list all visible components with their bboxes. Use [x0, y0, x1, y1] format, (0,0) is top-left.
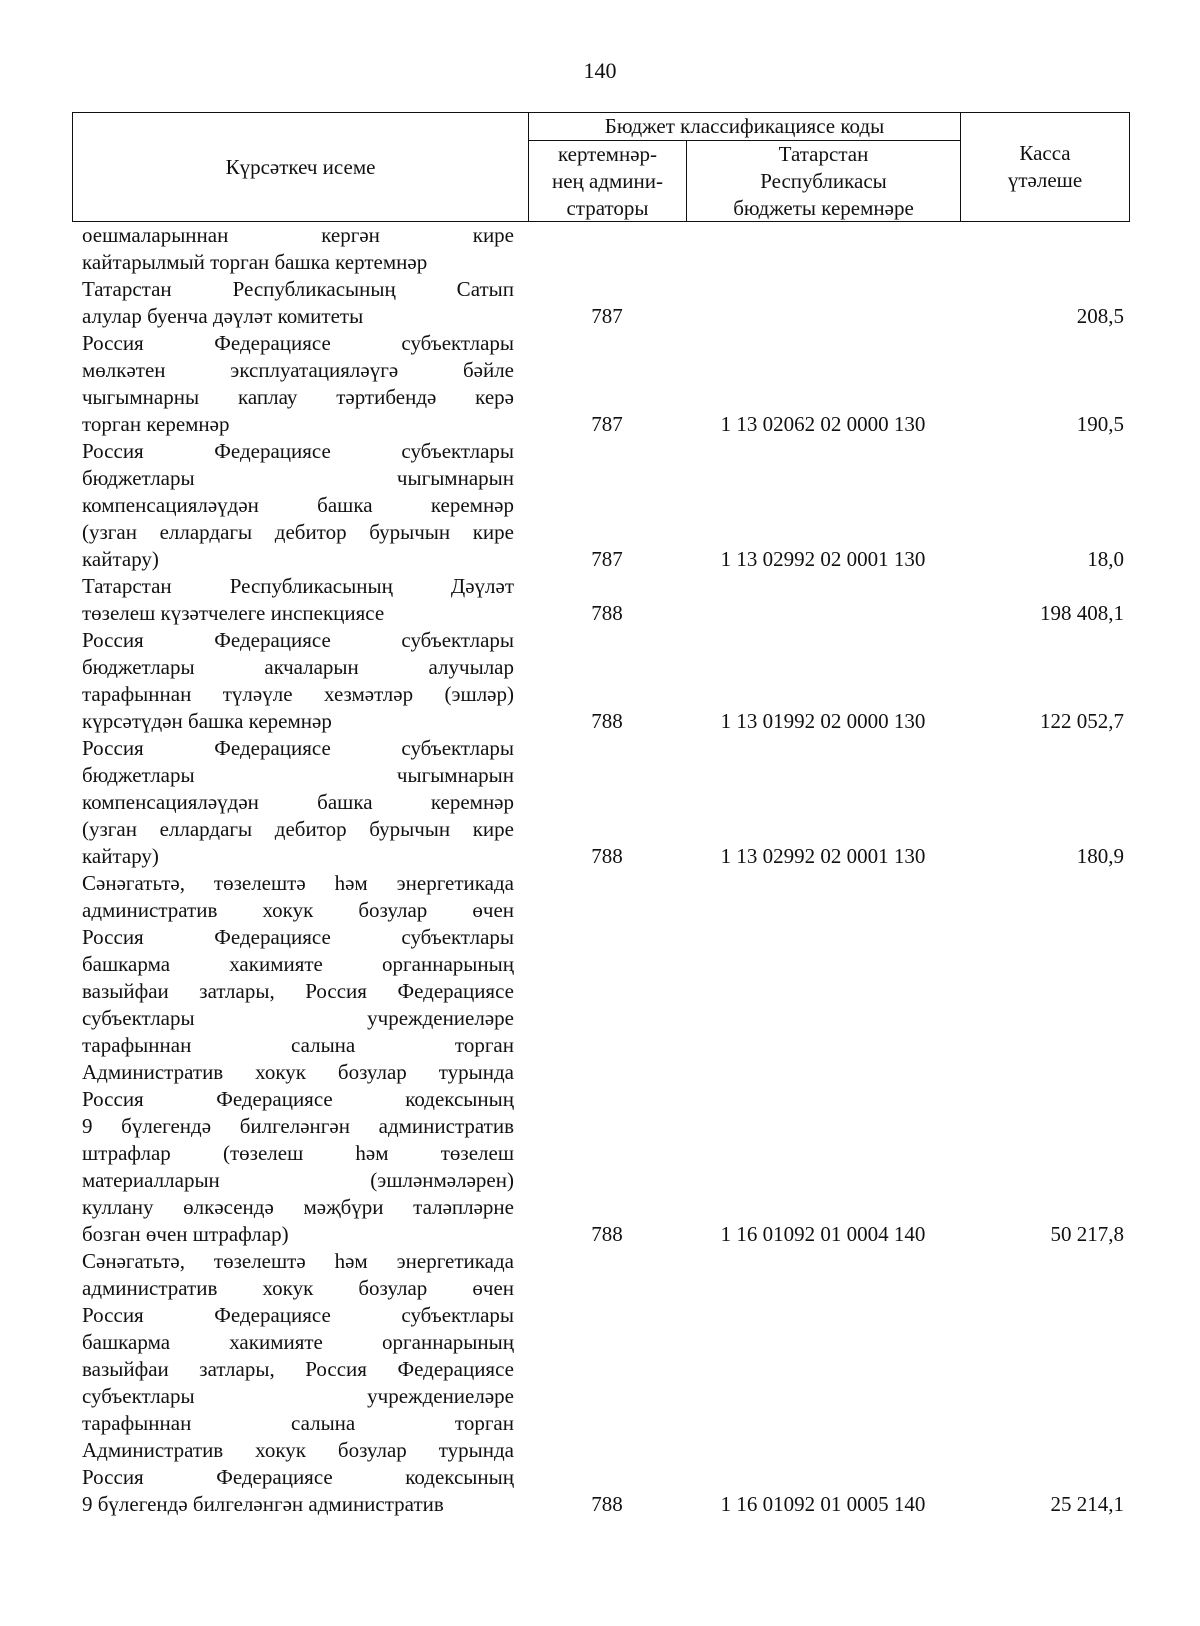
row-name-line: тарафыннан салына торган [82, 1033, 514, 1057]
row-name-line: мөлкәтен эксплуатацияләүгә бәйле [82, 358, 514, 382]
row-cash-execution: 50 217,8 [1050, 1222, 1124, 1246]
row-budget-code: 1 16 01092 01 0005 140 [720, 1492, 926, 1516]
row-admin-code: 788 [591, 1222, 623, 1246]
row-name-line: Татарстан Республикасының Дәүләт [82, 574, 514, 598]
row-name-line: чыгымнарны каплау тәртибендә керә [82, 385, 514, 409]
table-row [0, 735, 1200, 870]
row-name-line: төзелеш күзәтчелеге инспекциясе [82, 601, 385, 625]
row-cash-execution: 180,9 [1076, 844, 1124, 868]
row-name-line: оешмаларыннан кергән кире [82, 223, 514, 247]
row-budget-code: 1 13 02992 02 0001 130 [720, 547, 926, 571]
row-name-line: Россия Федерациясе кодексының [82, 1087, 514, 1111]
row-name-line: бюджетлары чыгымнарын [82, 466, 514, 490]
row-name-line: алулар буенча дәүләт комитеты [82, 304, 364, 328]
row-cash-execution: 25 214,1 [1050, 1492, 1124, 1516]
row-name-line: компенсацияләүдән башка керемнәр [82, 790, 514, 814]
row-admin-code: 787 [591, 304, 623, 328]
row-name-line: Сәнәгатьтә, төзелештә һәм энергетикада [82, 871, 514, 895]
table-row [0, 870, 1200, 1248]
row-indicator-name [82, 330, 514, 438]
header-revenue-administrators [529, 141, 687, 221]
table-row [0, 1248, 1200, 1518]
header-cash-execution [961, 113, 1129, 221]
row-name-line: Татарстан Республикасының Сатып [82, 277, 514, 301]
row-name-line: торган керемнәр [82, 412, 230, 436]
row-name-line: башкарма хакимияте органнарының [82, 952, 514, 976]
row-cash-execution: 122 052,7 [1040, 709, 1124, 733]
row-name-line: кайтару) [82, 844, 159, 868]
row-name-line: Сәнәгатьтә, төзелештә һәм энергетикада [82, 1249, 514, 1273]
table-body [0, 222, 1200, 1518]
row-admin-code: 788 [591, 844, 623, 868]
row-indicator-name [82, 222, 514, 276]
table-row [0, 276, 1200, 330]
row-budget-code: 1 13 01992 02 0000 130 [720, 709, 926, 733]
header-budget-line: Республикасы [760, 168, 887, 193]
row-name-line: бюджетлары акчаларын алучылар [82, 655, 514, 679]
row-name-line: 9 бүлегендә билгеләнгән административ [82, 1114, 514, 1138]
page-number: 140 [583, 58, 617, 83]
row-name-line: вазыйфаи затлары, Россия Федерациясе [82, 1357, 514, 1381]
row-name-line: башкарма хакимияте органнарының [82, 1330, 514, 1354]
row-admin-code: 787 [591, 412, 623, 436]
row-name-line: субъектлары учреждениеләре [82, 1384, 514, 1408]
row-name-line: Россия Федерациясе субъектлары [82, 331, 514, 355]
row-budget-code: 1 13 02992 02 0001 130 [720, 844, 926, 868]
table-row [0, 573, 1200, 627]
row-name-line: кайтару) [82, 547, 159, 571]
row-name-line: Административ хокук бозулар турында [82, 1060, 514, 1084]
row-budget-code: 1 16 01092 01 0004 140 [720, 1222, 926, 1246]
header-admin-line: нең админи- [551, 168, 664, 193]
row-name-line: кайтарылмый торган башка кертемнәр [82, 250, 428, 274]
row-name-line: штрафлар (төзелеш һәм төзелеш [82, 1141, 514, 1165]
row-name-line: бюджетлары чыгымнарын [82, 763, 514, 787]
row-name-line: куллану өлкәсендә мәҗбүри таләпләрне [82, 1195, 514, 1219]
row-name-line: Россия Федерациясе субъектлары [82, 925, 514, 949]
row-name-line: компенсацияләүдән башка керемнәр [82, 493, 514, 517]
row-cash-execution: 190,5 [1076, 412, 1124, 436]
row-name-line: материалларын (эшләнмәләрен) [82, 1168, 514, 1192]
header-cash-line: Касса [1019, 141, 1071, 165]
header-indicator-name: Күрсәткеч исеме [73, 113, 529, 221]
header-budget-line: бюджеты керемнәре [733, 195, 914, 220]
table-row [0, 438, 1200, 573]
header-republic-budget-revenues [687, 141, 961, 221]
row-indicator-name [82, 573, 514, 627]
header-admin-line: кертемнәр- [557, 141, 658, 166]
row-cash-execution: 208,5 [1076, 304, 1124, 328]
table-row [0, 627, 1200, 735]
header-budget-classification-codes: Бюджет классификациясе коды [529, 113, 961, 141]
row-admin-code: 787 [591, 547, 623, 571]
row-name-line: күрсәтүдән башка керемнәр [82, 709, 332, 733]
row-name-line: тарафыннан түләүле хезмәтләр (эшләр) [82, 682, 514, 706]
row-indicator-name [82, 438, 514, 573]
row-name-line: Россия Федерациясе субъектлары [82, 1303, 514, 1327]
row-name-line: бозган өчен штрафлар) [82, 1222, 289, 1246]
row-name-line: Россия Федерациясе кодексының [82, 1465, 514, 1489]
row-indicator-name [82, 870, 514, 1248]
table-row [0, 330, 1200, 438]
row-indicator-name [82, 735, 514, 870]
header-cash-line: үтәлеше [1007, 168, 1083, 192]
row-indicator-name [82, 627, 514, 735]
row-name-line: тарафыннан салына торган [82, 1411, 514, 1435]
row-name-line: административ хокук бозулар өчен [82, 898, 514, 922]
row-name-line: (узган еллардагы дебитор бурычын кире [82, 817, 514, 841]
header-budget-line: Татарстан [778, 141, 869, 166]
row-name-line: Россия Федерациясе субъектлары [82, 628, 514, 652]
row-name-line: Административ хокук бозулар турында [82, 1438, 514, 1462]
row-admin-code: 788 [591, 601, 623, 625]
row-name-line: Россия Федерациясе субъектлары [82, 736, 514, 760]
row-name-line: Россия Федерациясе субъектлары [82, 439, 514, 463]
row-admin-code: 788 [591, 1492, 623, 1516]
row-budget-code: 1 13 02062 02 0000 130 [720, 412, 926, 436]
row-indicator-name [82, 1248, 514, 1518]
row-indicator-name [82, 276, 514, 330]
row-name-line: вазыйфаи затлары, Россия Федерациясе [82, 979, 514, 1003]
table-row [0, 222, 1200, 276]
table-header [72, 112, 1130, 222]
row-name-line: (узган еллардагы дебитор бурычын кире [82, 520, 514, 544]
row-admin-code: 788 [591, 709, 623, 733]
row-name-line: административ хокук бозулар өчен [82, 1276, 514, 1300]
header-admin-line: страторы [566, 195, 649, 220]
row-cash-execution: 18,0 [1087, 547, 1124, 571]
row-name-line: субъектлары учреждениеләре [82, 1006, 514, 1030]
row-name-line: 9 бүлегендә билгеләнгән административ [82, 1492, 444, 1516]
row-cash-execution: 198 408,1 [1040, 601, 1124, 625]
